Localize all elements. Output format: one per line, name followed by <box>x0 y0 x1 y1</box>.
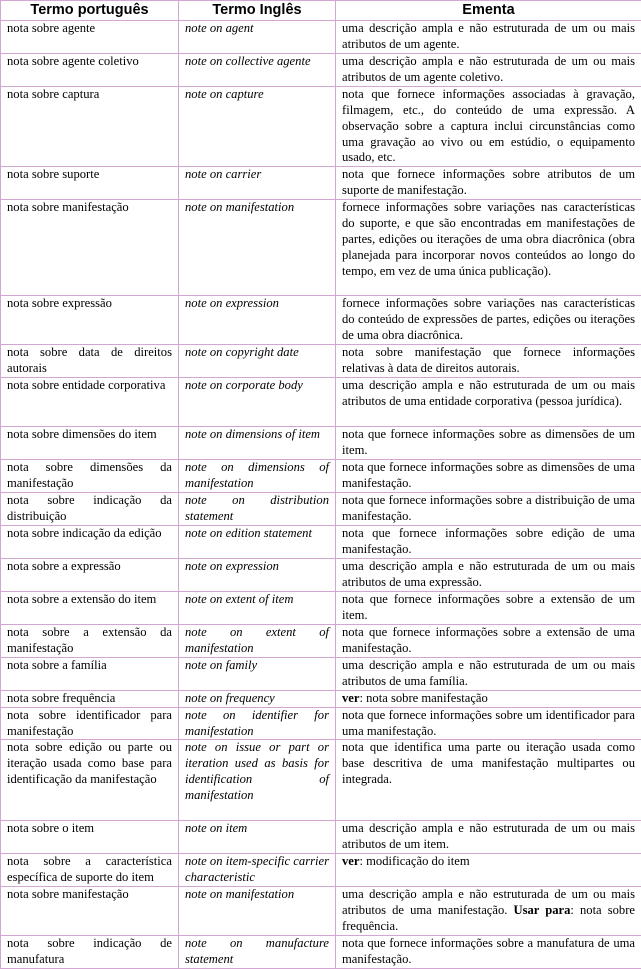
portuguese-term: nota sobre manifestação <box>1 887 179 936</box>
english-term: note on expression <box>179 296 336 345</box>
definition-tail: : nota sobre frequência. <box>342 903 635 933</box>
portuguese-term: nota sobre identificador para manifestação <box>1 707 179 740</box>
definition: uma descrição ampla e não estruturada de um ou mais atributos de uma família. <box>336 657 641 690</box>
english-term: note on agent <box>179 21 336 54</box>
definition: nota que fornece informações sobre um identificador para uma manifestação. <box>336 707 641 740</box>
english-term: note on frequency <box>179 690 336 707</box>
portuguese-term: nota sobre manifestação <box>1 200 179 296</box>
portuguese-term: nota sobre entidade corporativa <box>1 378 179 427</box>
portuguese-term: nota sobre a extensão da manifestação <box>1 624 179 657</box>
portuguese-term: nota sobre a expressão <box>1 558 179 591</box>
table-row <box>1 493 641 526</box>
table-row <box>1 296 641 345</box>
definition: uma descrição ampla e não estruturada de um ou mais atributos de um agente coletivo. <box>336 53 641 86</box>
table-row <box>1 821 641 854</box>
portuguese-term: nota sobre captura <box>1 86 179 167</box>
portuguese-term: nota sobre indicação da edição <box>1 525 179 558</box>
table-row <box>1 740 641 821</box>
english-term: note on expression <box>179 558 336 591</box>
english-term: note on corporate body <box>179 378 336 427</box>
table-row <box>1 887 641 936</box>
portuguese-term: nota sobre suporte <box>1 167 179 200</box>
definition: fornece informações sobre variações nas características do conteúdo de expressões de partes, edições ou iterações de uma obra diacrônica. <box>336 296 641 345</box>
portuguese-term: nota sobre expressão <box>1 296 179 345</box>
english-term: note on copyright date <box>179 345 336 378</box>
english-term: note on item <box>179 821 336 854</box>
table-row <box>1 21 641 54</box>
english-term: note on family <box>179 657 336 690</box>
portuguese-term: nota sobre agente coletivo <box>1 53 179 86</box>
table-row <box>1 525 641 558</box>
portuguese-term: nota sobre dimensões do item <box>1 427 179 460</box>
see-prefix: ver <box>342 691 359 705</box>
header-english-term: Termo Inglês <box>179 1 336 21</box>
definition: nota que fornece informações sobre a extensão de um item. <box>336 591 641 624</box>
definition-text: uma descrição ampla e não estruturada de um ou mais atributos de uma manifestação. <box>342 887 635 917</box>
table-row <box>1 460 641 493</box>
english-term: note on item-specific carrier characteristic <box>179 854 336 887</box>
definition: nota que identifica uma parte ou iteração usada como base descritiva de uma manifestação multipartes ou integrada. <box>336 740 641 821</box>
english-term: note on edition statement <box>179 525 336 558</box>
portuguese-term: nota sobre a característica específica de suporte do item <box>1 854 179 887</box>
table-row <box>1 200 641 296</box>
table-row <box>1 690 641 707</box>
english-term: note on extent of manifestation <box>179 624 336 657</box>
table-row <box>1 167 641 200</box>
definition: nota que fornece informações sobre a manufatura de uma manifestação. <box>336 935 641 968</box>
definition <box>336 690 641 707</box>
portuguese-term: nota sobre dimensões da manifestação <box>1 460 179 493</box>
table-row <box>1 854 641 887</box>
english-term: note on manifestation <box>179 887 336 936</box>
definition: nota que fornece informações sobre as dimensões de uma manifestação. <box>336 460 641 493</box>
definition: nota sobre manifestação que fornece informações relativas à data de direitos autorais. <box>336 345 641 378</box>
portuguese-term: nota sobre data de direitos autorais <box>1 345 179 378</box>
definition: nota que fornece informações sobre edição de uma manifestação. <box>336 525 641 558</box>
definition-text: : nota sobre manifestação <box>359 691 487 705</box>
english-term: note on carrier <box>179 167 336 200</box>
table-row <box>1 86 641 167</box>
portuguese-term: nota sobre indicação da distribuição <box>1 493 179 526</box>
definition <box>336 887 641 936</box>
portuguese-term: nota sobre edição ou parte ou iteração usada como base para identificação da manifestação <box>1 740 179 821</box>
english-term: note on distribution statement <box>179 493 336 526</box>
english-term: note on issue or part or iteration used as basis for identification of manifestation <box>179 740 336 821</box>
table-row <box>1 707 641 740</box>
english-term: note on manifestation <box>179 200 336 296</box>
portuguese-term: nota sobre a família <box>1 657 179 690</box>
use-for-label: Usar para <box>514 903 571 917</box>
definition-text: : modificação do item <box>359 854 469 868</box>
portuguese-term: nota sobre a extensão do item <box>1 591 179 624</box>
definition: nota que fornece informações sobre a distribuição de uma manifestação. <box>336 493 641 526</box>
table-row <box>1 657 641 690</box>
english-term: note on identifier for manifestation <box>179 707 336 740</box>
english-term: note on collective agente <box>179 53 336 86</box>
definition <box>336 854 641 887</box>
definition: nota que fornece informações sobre atributos de um suporte de manifestação. <box>336 167 641 200</box>
definition: nota que fornece informações sobre as dimensões de um item. <box>336 427 641 460</box>
definition: uma descrição ampla e não estruturada de um ou mais atributos de um agente. <box>336 21 641 54</box>
table-row <box>1 378 641 427</box>
definition: nota que fornece informações associadas à gravação, filmagem, etc., do conteúdo de uma expressão. A observação sobre a captura inclui circunstâncias como uma gravação ao vivo ou em estúdio, o equipamento usado, etc. <box>336 86 641 167</box>
portuguese-term: nota sobre indicação de manufatura <box>1 935 179 968</box>
portuguese-term: nota sobre frequência <box>1 690 179 707</box>
header-portuguese-term: Termo português <box>1 1 179 21</box>
english-term: note on capture <box>179 86 336 167</box>
table-row <box>1 558 641 591</box>
english-term: note on dimensions of manifestation <box>179 460 336 493</box>
portuguese-term: nota sobre o item <box>1 821 179 854</box>
see-prefix: ver <box>342 854 359 868</box>
definition: uma descrição ampla e não estruturada de um ou mais atributos de uma expressão. <box>336 558 641 591</box>
portuguese-term: nota sobre agente <box>1 21 179 54</box>
table-row <box>1 427 641 460</box>
english-term: note on dimensions of item <box>179 427 336 460</box>
definition: fornece informações sobre variações nas características do suporte, e que são encontradas em manifestações de partes, edições ou iterações de uma obra diacrônica (obra planejada para incorporar novos conteúdos ao longo do tempo, em vez de uma única publicação). <box>336 200 641 296</box>
table-row <box>1 935 641 968</box>
table-row <box>1 53 641 86</box>
english-term: note on manufacture statement <box>179 935 336 968</box>
header-row <box>1 1 641 21</box>
table-row <box>1 591 641 624</box>
table-row <box>1 624 641 657</box>
english-term: note on extent of item <box>179 591 336 624</box>
definition: nota que fornece informações sobre a extensão de uma manifestação. <box>336 624 641 657</box>
definition: uma descrição ampla e não estruturada de um ou mais atributos de um item. <box>336 821 641 854</box>
header-definition: Ementa <box>336 1 641 21</box>
definition: uma descrição ampla e não estruturada de um ou mais atributos de uma entidade corporativa (pessoa jurídica). <box>336 378 641 427</box>
table-row <box>1 345 641 378</box>
